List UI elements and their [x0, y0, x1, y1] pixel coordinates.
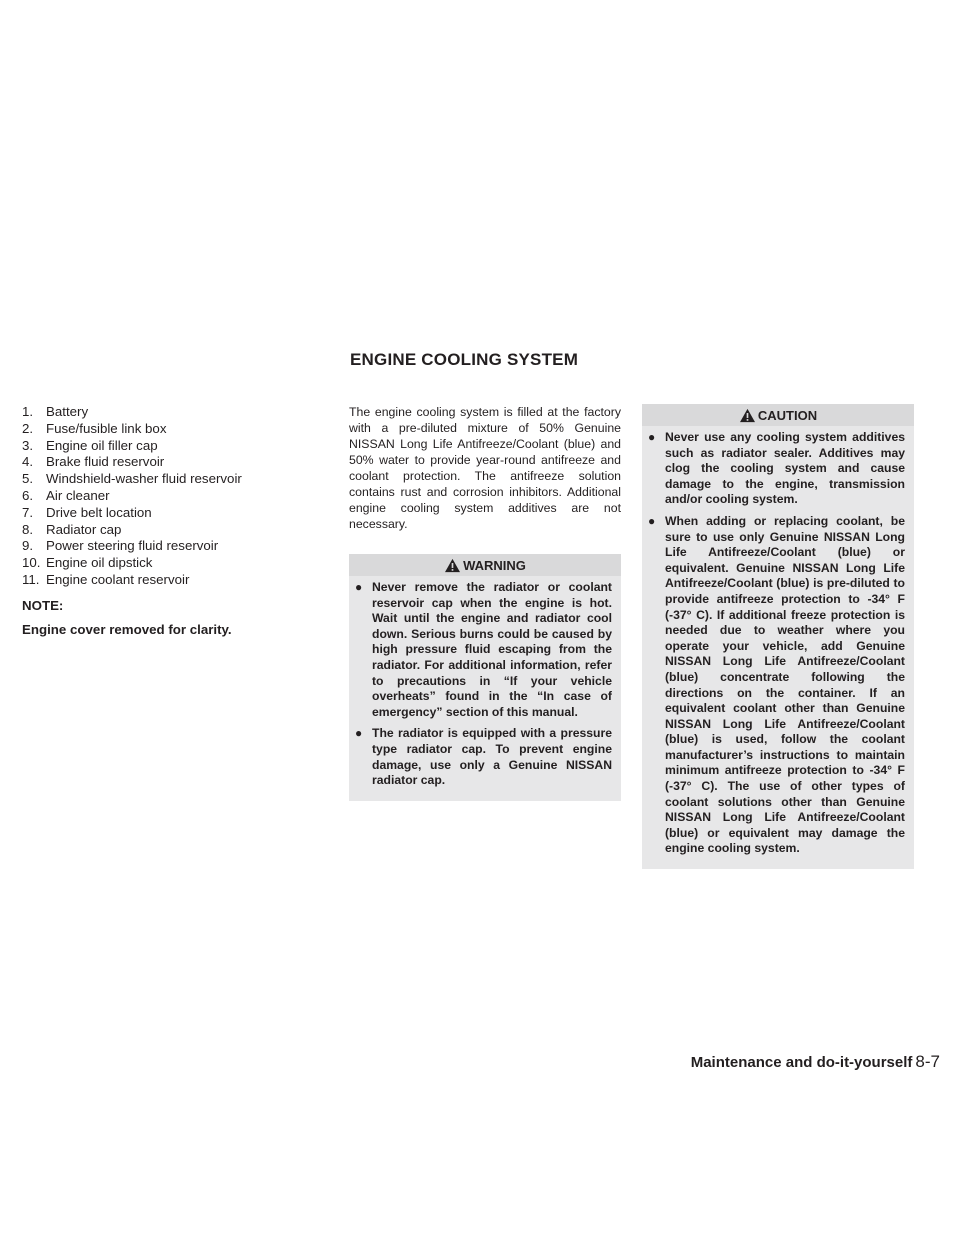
legend-item: 11. Engine coolant reservoir	[22, 571, 190, 587]
note-label: NOTE:	[22, 597, 64, 613]
caution-item: ● Never use any cooling system additives such as radiator sealer. Additives may clog the cooling system and cause damage to the engine, transmission and/or cooling system.	[648, 430, 905, 507]
bullet-icon: ●	[648, 513, 656, 528]
warning-box	[349, 554, 621, 801]
note-text: Engine cover removed for clarity.	[22, 621, 232, 637]
warning-body	[349, 576, 621, 801]
warning-header	[349, 554, 621, 576]
caution-body	[642, 426, 914, 869]
page-number: 8-7	[915, 1052, 940, 1071]
legend-item: 2. Fuse/fusible link box	[22, 420, 167, 436]
legend-item: 8. Radiator cap	[22, 521, 122, 537]
section-title: ENGINE COOLING SYSTEM	[350, 350, 579, 369]
caution-box	[642, 404, 914, 869]
bullet-icon: ●	[355, 726, 363, 741]
caution-header	[642, 404, 914, 426]
warning-item: ● The radiator is equipped with a pressure type radiator cap. To prevent engine damage, use only a Genuine NISSAN radiator cap.	[355, 726, 612, 788]
legend-item: 1. Battery	[22, 404, 89, 419]
legend-list	[22, 404, 322, 589]
caution-triangle-icon	[739, 408, 756, 423]
warning-item: ● Never remove the radiator or coolant reservoir cap when the engine is hot. Wait until the engine and radiator cool down. Serious burns could be caused by high pressure fluid escaping from the radiator. For additional information, refer to precautions in “If your vehicle overheats” found in the “In case of emergency” section of this manual.	[355, 580, 612, 719]
intro-paragraph: The engine cooling system is filled at the factory with a pre-diluted mixture of 50% Genuine NISSAN Long Life Antifreeze/Coolant (blue) and 50% water to provide year-round antifreeze and coolant protection. The antifreeze solution contains rust and corrosion inhibitors. Additional engine cooling system additives are not necessary.	[349, 405, 621, 531]
bullet-icon: ●	[355, 580, 363, 594]
legend-item: 7. Drive belt location	[22, 504, 152, 520]
caution-title: CAUTION	[757, 407, 818, 423]
legend-item: 4. Brake fluid reservoir	[22, 454, 165, 470]
caution-item: ● When adding or replacing coolant, be sure to use only Genuine NISSAN Long Life Antifreeze/Coolant (blue) or equivalent. Genuine NISSAN Long Life Antifreeze/Coolant (blue) is pre-diluted to provide antifreeze protection to -34° F (-37° C). If additional freeze protection is needed due to weather where you operate your vehicle, add Genuine NISSAN Long Life Antifreeze/Coolant (blue) concentrate following the directions on the container. If an equivalent coolant other than Genuine NISSAN Long Life Antifreeze/Coolant (blue) is used, follow the coolant manufacturer’s instructions to maintain minimum antifreeze protection to -34° F (-37° C). The use of other types of coolant solutions other than Genuine NISSAN Long Life Antifreeze/Coolant (blue) or equivalent may damage the engine cooling system.	[648, 513, 905, 856]
component-legend	[22, 404, 322, 637]
legend-item: 6. Air cleaner	[22, 487, 110, 503]
legend-item: 3. Engine oil filler cap	[22, 437, 158, 453]
warning-triangle-icon	[444, 558, 461, 573]
intro-column	[349, 404, 621, 801]
legend-item: 9. Power steering fluid reservoir	[22, 538, 219, 554]
warning-title: WARNING	[463, 557, 526, 573]
legend-item: 10. Engine oil dipstick	[22, 555, 153, 571]
caution-column	[642, 404, 914, 869]
page-footer	[635, 1052, 940, 1072]
legend-item: 5. Windshield-washer fluid reservoir	[22, 471, 242, 487]
chapter-title: Maintenance and do-it-yourself	[690, 1054, 913, 1071]
bullet-icon: ●	[648, 430, 656, 444]
